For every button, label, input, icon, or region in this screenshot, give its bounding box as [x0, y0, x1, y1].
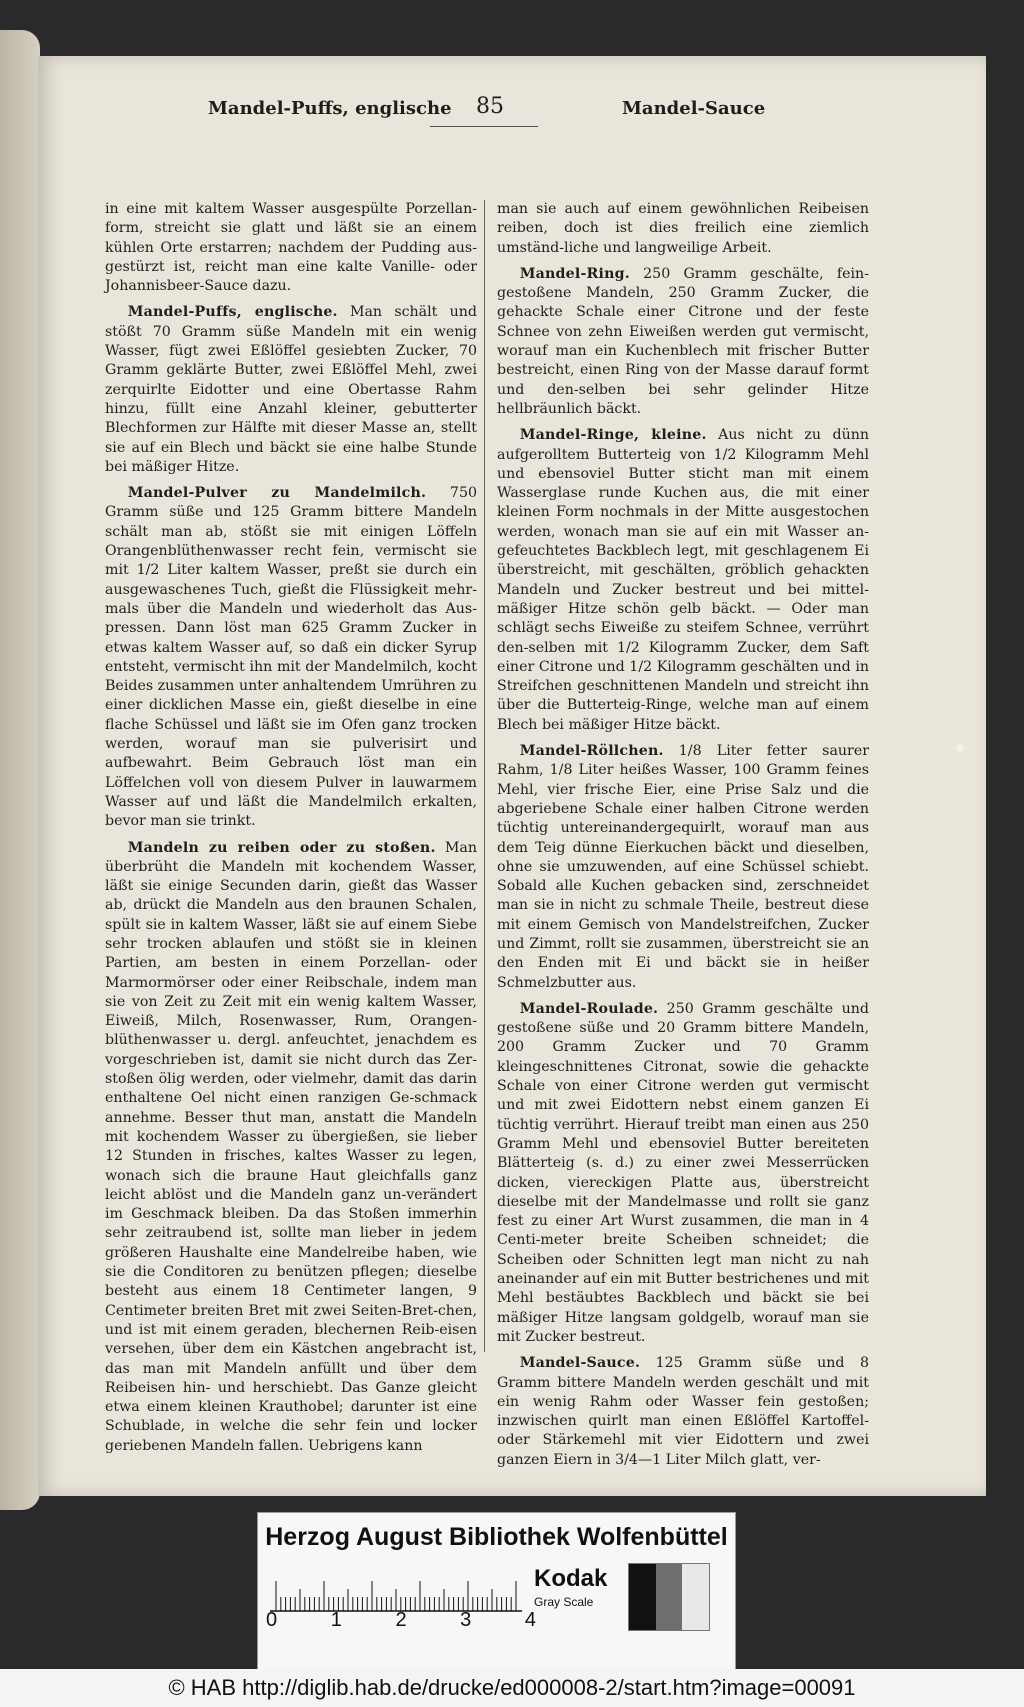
continued-text	[497, 200, 869, 258]
recipe-entry	[105, 484, 477, 831]
entry-text: Man überbrüht die Mandeln mit kochendem Wasser, läßt sie einige Secunden darin, gießt das Wasser ab, drückt die Mandeln aus den braunen Schalen, spült sie in kaltem Wasser, läßt sie auf einem Siebe sehr trocken ablaufen und stößt sie in kleinen Partien, am besten in einem Porzellan- oder Marmormörser oder einer Reibschale, indem man sie von Zeit zu Zeit mit ein wenig kaltem Wasser, Eiweiß, Milch, Rosenwasser, Rum, Orangen-blüthenwasser u. dergl. anfeuchtet, jenachdem es vorgeschrieben ist, damit sie nicht durch das Zer-stoßen ölig werden, oder vielmehr, damit das darin enthaltene Oel nicht einen ranzigen Ge-schmack annehme. Besser thut man, anstatt die Mandeln mit kochendem Wasser zu übergießen, sie lieber 12 Stunden in frisches, kaltes Wasser zu legen, wonach sich die braune Haut gleichfalls ganz leicht ablöst und die Mandeln ganz un-verändert im Geschmack bleiben. Da das Stoßen immerhin sehr zeitraubend ist, sollte man lieber in jedem größeren Haushalte eine Mandelreibe haben, wie sie die Conditoren zu benützen pflegen; dieselbe besteht aus einem 18 Centimeter langen, 9 Centimeter breiten Bret mit zwei Seiten-Bret-chen, und ist mit einem geraden, blechernen Reib-eisen versehen, über dem ein Kästchen angebracht ist, das man mit Mandeln anfüllt und über dem Reibeisen hin- und herschiebt. Das Ganze gleicht etwa einem kleinen Krauthobel; darunter ist eine Schublade, in welche die sehr fein und locker geriebenen Mandeln fallen. Uebrigens kann	[105, 839, 477, 1454]
entry-heading: Mandel-Puffs, englische.	[127, 304, 338, 321]
entry-heading: Mandel-Ringe, kleine.	[519, 427, 707, 444]
page-spot	[956, 744, 964, 752]
ruler-number: 2	[395, 1609, 407, 1631]
header-rule	[430, 126, 538, 127]
column-divider	[484, 200, 485, 1352]
gray-swatch	[629, 1564, 656, 1630]
entry-heading: Mandel-Roulade.	[519, 1000, 659, 1017]
copyright-footer: © HAB http://diglib.hab.de/drucke/ed000008-2/start.htm?image=00091	[0, 1669, 1024, 1707]
recipe-entry	[105, 839, 477, 1457]
ruler-numbers	[266, 1609, 536, 1632]
recipe-entry	[497, 1354, 869, 1470]
ruler-number: 1	[330, 1609, 342, 1631]
right-column	[497, 200, 869, 1477]
gray-swatch	[682, 1564, 709, 1630]
library-title: Herzog August Bibliothek Wolfenbüttel	[265, 1523, 728, 1551]
ruler-number: 3	[460, 1609, 472, 1631]
reference-card	[257, 1512, 736, 1681]
ruler-number: 4	[524, 1609, 536, 1631]
gray-scale-label: Gray Scale	[534, 1595, 594, 1609]
entry-heading: Mandel-Ring.	[519, 265, 630, 282]
left-column	[105, 200, 477, 1463]
entry-heading: Mandel-Sauce.	[519, 1355, 641, 1372]
entry-text: Aus nicht zu dünn aufgerolltem Butterteig von 1/2 Kilogramm Mehl und ebensoviel Butter sticht man mit einem Wasserglase runde Kuchen aus, die mit einer kleinen Form nochmals in der Mitte ausgestochen werden, wonach man sie auf ein mit Wasser an-gefeuchtetes Backblech legt, mit geschlagenem Ei überstreicht, mit geschälten, gröblich gehackten Mandeln und Zucker bestreut und bei mittel-mäßiger Hitze schön gelb bäckt. — Oder man schlägt sechs Eiweiße zu steifem Schnee, verrührt den-selben mit 1/2 Kilogramm Zucker, dem Saft einer Citrone und 1/2 Kilogramm geschälten und in Streifchen geschnittenen Mandeln und streicht ihn über die Butterteig-Ringe, welche man auf einem Blech bei mäßiger Hitze bäckt.	[497, 427, 869, 733]
running-head-left: Mandel-Puffs, englische	[208, 98, 452, 119]
recipe-entry	[497, 265, 869, 419]
entry-text: 250 Gramm geschälte, fein-gestoßene Mandeln, 250 Gramm Zucker, die gehackte Schale einer Citrone und der feste Schnee von zehn Eiweißen werden gut vermischt, worauf man ein Kuchenblech mit frischer Butter bestreicht, einen Ring von der Masse darauf formt und den-selben bei sehr gelinder Hitze hellbräunlich bäckt.	[497, 265, 869, 417]
page-number: 85	[476, 94, 504, 119]
entry-text: 750 Gramm süße und 125 Gramm bittere Mandeln schält man ab, stößt sie mit einigen Löffeln Orangenblüthenwasser recht fein, vermischt sie mit 1/2 Liter kaltem Wasser, preßt sie durch ein ausgewaschenes Tuch, gießt die Flüssigkeit mehr-mals über die Mandeln und wiederholt das Aus-pressen. Dann löst man 625 Gramm Zucker in etwas kaltem Wasser auf, so daß ein dicker Syrup entsteht, vermischt ihn mit der Mandelmilch, kocht Beides zusammen unter anhaltendem Umrühren zu einer dicklichen Masse ein, gießt dieselbe in eine flache Schüssel und läßt sie im Ofen ganz trocken werden, worauf man sie pulverisirt und aufbewahrt. Beim Gebrauch löst man ein Löffelchen voll von diesem Pulver in lauwarmem Wasser auf und läßt die Mandelmilch erkalten, bevor man sie trinkt.	[105, 485, 477, 830]
recipe-entry	[497, 426, 869, 735]
entry-text: 125 Gramm süße und 8 Gramm bittere Mandeln werden geschält und mit ein wenig Rahm oder Wasser fein gestoßen; inzwischen quirlt man einen Eßlöffel Kartoffel- oder Stärkemehl mit vier Eidottern und zwei ganzen Eiern in 3/4—1 Liter Milch glatt, ver-	[497, 1355, 869, 1468]
entry-heading: Mandel-Röllchen.	[519, 743, 664, 760]
previous-page-edge	[0, 30, 40, 1510]
entry-text: 1/8 Liter fetter saurer Rahm, 1/8 Liter heißes Wasser, 100 Gramm feines Mehl, vier frische Eier, eine Prise Salz und die abgeriebene Schale einer halben Citrone werden tüchtig untereinandergequirlt, worauf man aus dem Teig dünne Eierkuchen bäckt und dieselben, ohne sie umzuwenden, auf eine Schüssel schiebt. Sobald alle Kuchen gebacken sind, zerschneidet man sie in nicht zu schmale Theile, bestreut diese mit einem Gemisch von Mandelstreifchen, Zucker und Zimmt, rollt sie zusammen, überstreicht sie an den Enden mit Ei und bäckt sie in heißer Schmelzbutter aus.	[497, 743, 869, 991]
entry-text: Man schält und stößt 70 Gramm süße Mandeln mit ein wenig Wasser, fügt zwei Eßlöffel gesiebten Zucker, 70 Gramm geklärte Butter, zwei Eßlöffel Mehl, zwei zerquirlte Eidotter und eine Obertasse Rahm hinzu, füllt eine Anzahl kleiner, gebutterter Blechformen zur Hälfte mit dieser Masse an, stellt sie auf ein Blech und bäckt sie eine halbe Stunde bei mäßiger Hitze.	[105, 304, 477, 475]
entry-text: in eine mit kaltem Wasser ausgespülte Porzellan-form, streicht sie glatt und läßt sie an einem kühlen Orte erstarren; nachdem der Pudding aus-gestürzt ist, reicht man eine kalte Vanille- oder Johannisbeer-Sauce dazu.	[105, 201, 477, 295]
gray-swatch	[656, 1564, 683, 1630]
entry-heading: Mandeln zu reiben oder zu stoßen.	[127, 839, 436, 856]
ruler-scale	[270, 1565, 522, 1613]
running-head-right: Mandel-Sauce	[622, 98, 766, 119]
entry-text: 250 Gramm geschälte und gestoßene süße und 20 Gramm bittere Mandeln, 200 Gramm Zucker und 70 Gramm kleingeschnittenes Citronat, sowie die gehackte Schale von einer Citrone werden gut vermischt und mit zwei Eidottern nebst einem ganzen Ei tüchtig verrührt. Hierauf treibt man einen aus 250 Gramm Mehl und ebensoviel Butter bereiteten Blätterteig (s. d.) zu einer zwei Messerrücken dicken, viereckigen Platte aus, überstreicht dieselbe mit der Mandelmasse und rollt sie ganz fest zu einer Art Wurst zusammen, die man in 4 Centi-meter breite Scheiben schneidet; die Scheiben oder Schnitten legt man nicht zu nah aneinander auf ein mit Butter bestrichenes und mit Mehl bestäubtes Backblech und bäckt sie bei mäßiger Hitze langsam goldgelb, worauf man sie mit Zucker bestreut.	[497, 1000, 869, 1345]
recipe-entry	[105, 303, 477, 477]
entry-heading: Mandel-Pulver zu Mandelmilch.	[127, 485, 427, 502]
entry-text: man sie auch auf einem gewöhnlichen Reibeisen reiben, doch ist dies freilich eine ziemlich umständ-liche und langweilige Arbeit.	[497, 201, 869, 256]
continued-text	[105, 200, 477, 296]
gray-swatches	[628, 1563, 710, 1631]
recipe-entry	[497, 742, 869, 993]
ruler-number: 0	[266, 1609, 278, 1631]
kodak-brand: Kodak	[534, 1565, 608, 1592]
recipe-entry	[497, 1000, 869, 1347]
